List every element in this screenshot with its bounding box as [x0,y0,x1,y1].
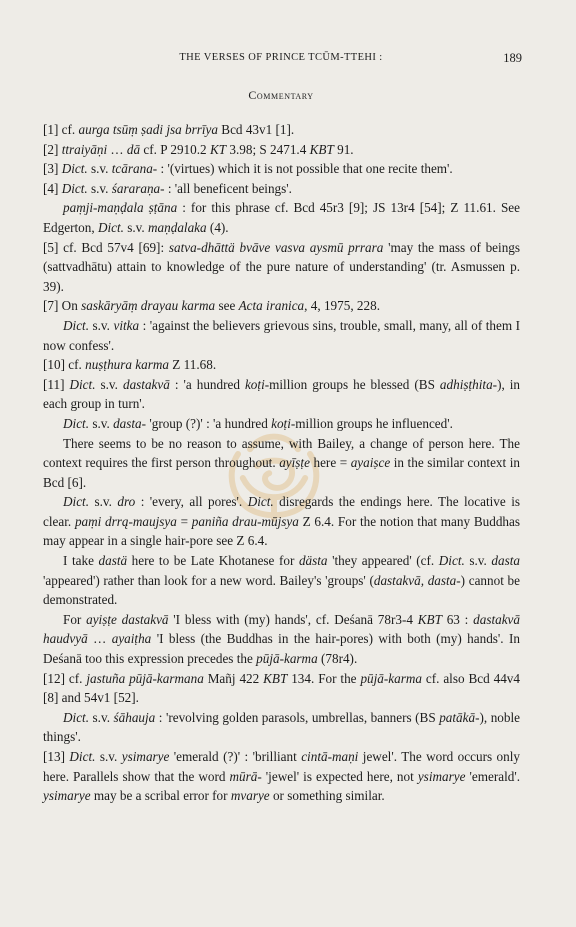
note-text: 'jewel' is expected here, not [261,768,418,784]
commentary-note [43,669,520,708]
note-italic-term: aurga tsūṃ ṣadi jsa brrīya [78,122,218,137]
note-italic-term: dastakvā, dasta- [373,572,461,588]
commentary-note [43,355,520,375]
note-italic-term: nuṣṭhura karma [85,357,169,373]
note-italic-term: tcārana- [111,161,158,177]
note-italic-term: Dict. [69,376,96,392]
note-text: in the similar context in Bcd [6]. [43,455,520,490]
note-text: 'they appeared' (cf. [327,553,439,569]
note-italic-term: Dict. [63,317,90,333]
note-italic-term: paṃi drrą-maujsya [74,513,177,529]
note-italic-term: KBT [417,611,442,627]
note-text: s.v. [123,219,149,235]
note-text: [11] [43,376,70,392]
note-text: jewel'. The word occurs only here. Parallels show that the word [43,749,520,784]
note-italic-term: ayiṣṭe dastakvā [86,611,169,627]
note-italic-term: satva-dhāttä bvāve vasva aysmū prrara [168,239,384,255]
note-italic-term: pūjā-karma [360,670,422,686]
note-italic-term: dastakvā [122,376,170,392]
note-italic-term: pūjā-karma [256,651,318,667]
note-text: ) cannot be demonstrated. [43,572,520,608]
commentary-notes [43,120,520,806]
note-text: here to be Late Khotanese for [127,553,299,569]
note-italic-term: dästa [298,553,328,569]
note-text: here = [309,455,351,471]
note-text: : 'a hundred [169,376,245,392]
commentary-note [43,414,520,434]
note-italic-term: ayīṣṭe [279,455,310,471]
note-italic-term: cintā-maṇi [301,749,359,764]
note-italic-term: KBT [263,670,288,686]
note-italic-term: Dict. [97,219,124,235]
commentary-note [43,434,520,493]
note-text: s.v. [89,415,114,431]
note-italic-term: paniña drau-mūjsya [191,513,299,529]
note-text: may be a scribal error for [90,788,231,804]
note-text: 'emerald'. [465,768,520,784]
note-italic-term: mūrā- [229,768,262,784]
note-text: s.v. [89,709,114,725]
note-text: 'may the mass of beings (sattvadhātu) attain to knowledge of the pure nature of understanding' (tr. Asmussen p. 39). [43,239,521,294]
commentary-note [43,159,520,179]
note-text: s.v. [89,317,114,333]
commentary-note [43,316,520,355]
note-italic-term: KBT [309,141,334,157]
note-text: -million groups he influenced'. [290,415,453,431]
page-number: 189 [503,51,522,65]
note-italic-term: dro [117,494,136,510]
note-text: or something similar. [269,788,385,804]
note-italic-term: śararaṇa- [111,180,165,196]
note-text: Z 6.4. For the notion that many Buddhas may appear in a single hair-pore see Z 6.4. [43,513,520,549]
commentary-note [43,120,520,140]
note-italic-term: ysimarye [417,768,466,784]
note-text: : '(virtues) which it is not possible that one recite them'. [157,161,453,177]
note-italic-term: dā [126,141,141,157]
note-text: : for this phrase cf. Bcd 45r3 [9]; JS 13r4 [54]; Z 11.61. See Edgerton, [43,200,520,235]
note-text: For [63,611,87,627]
commentary-note [43,238,520,297]
note-text: There seems to be no reason to assume, with Bailey, a change of person here. The context requires the first person throughout. [43,435,520,471]
note-italic-term: ysimarye [121,749,170,764]
note-text: 134. For the [287,670,361,686]
commentary-note [43,492,520,551]
note-text: [3] [43,161,62,177]
note-text: [2] [43,141,62,157]
note-text: 'appeared') rather than look for a new word. Bailey's 'groups' ( [43,572,374,588]
commentary-note [43,610,520,669]
note-text: 3.98; S 2471.4 [226,141,310,157]
note-text: : 'revolving golden parasols, umbrellas, banners (BS [155,709,440,725]
note-italic-term: ttraiyāṇi [61,141,108,157]
note-italic-term: patākā- [439,709,480,725]
commentary-note [43,296,520,316]
note-italic-term: mvarye [230,788,270,804]
note-text: : 'all beneficent beings'. [164,180,292,196]
note-text: s.v. [95,749,122,764]
note-text: (4). [206,219,229,235]
note-italic-term: ysimarye [43,788,91,804]
note-italic-term: jastuña pūjā-karmana [86,670,204,686]
note-text: s.v. [87,180,112,196]
commentary-note [43,708,520,747]
note-text: … [107,141,127,157]
note-italic-term: Dict. [63,709,90,725]
note-text: = [176,513,192,529]
note-text: [5] cf. Bcd 57v4 [69]: [43,239,169,255]
note-text: cf. P 2910.2 [140,141,210,157]
note-text: Z 11.68. [169,357,217,373]
commentary-note [43,551,520,610]
note-text: [1] cf. [43,122,79,137]
note-text: : 'every, all pores'. [135,494,248,510]
note-italic-term: Dict. [63,415,90,431]
note-text: , 4, 1975, 228. [304,298,380,314]
note-text: s.v. [95,376,123,392]
note-text: (78r4). [317,651,358,667]
note-italic-term: Dict. [438,553,465,569]
note-italic-term: Dict. [247,494,274,510]
note-italic-term: ayaiṭha [111,631,152,647]
commentary-note [43,140,520,160]
note-italic-term: Dict. [69,749,96,764]
note-text: -million groups he blessed (BS [264,376,440,392]
note-text: … [87,631,112,647]
note-italic-term: Dict. [61,180,88,196]
note-text: [13] [43,749,70,764]
note-text: 'group (?)' : 'a hundred [146,415,272,431]
note-text: 'I bless with (my) hands', cf. Deśanā 78r3-4 [168,611,418,627]
note-text: Bcd 43v1 [1]. [217,122,295,137]
note-text: Mañj 422 [203,670,264,686]
note-italic-term: vitka [113,317,140,333]
note-text: 'emerald (?)' : 'brilliant [169,749,302,764]
note-text: ), noble things'. [43,709,520,745]
note-italic-term: maṇḍalaka [148,219,207,235]
note-italic-term: koṭi [271,415,291,431]
note-italic-term: śāhauja [113,709,156,725]
note-text: [12] cf. [43,670,87,686]
running-head [40,52,522,70]
note-italic-term: dastakvā haudvyā [43,611,521,647]
note-italic-term: ayaiṣce [350,455,391,471]
note-text: [4] [43,180,62,196]
note-italic-term: saskāryāṃ drayau karma [81,298,216,314]
note-text: [7] On [43,298,82,314]
note-text: ), in each group in turn'. [43,376,521,412]
commentary-note [43,198,520,237]
note-text: disregards the endings here. The locative is clear. [43,494,520,529]
note-text: [10] cf. [43,357,86,373]
note-text: 'I bless (the Buddhas in the hair-pores) with both (my) hands'. In Deśanā too this expression precedes the [43,631,520,667]
note-italic-term: KT [209,141,227,157]
commentary-note [43,179,520,199]
note-text: : 'against the believers grievous sins, trouble, small, many, all of them I now confess'. [43,317,520,353]
commentary-note [43,747,520,806]
note-italic-term: dasta- [113,415,147,431]
note-italic-term: Acta iranica [238,298,305,314]
note-text: s.v. [89,494,118,510]
note-text: see [215,298,239,314]
note-text: I take [63,553,99,569]
note-text: s.v. [464,553,492,569]
note-italic-term: Dict. [63,494,90,510]
commentary-note [43,375,520,414]
running-head-title: THE VERSES OF PRINCE TCŪM-TTEHI : [179,52,383,63]
note-italic-term: koṭi [244,376,265,392]
note-text: cf. also Bcd 44v4 [8] and 54v1 [52]. [43,670,520,706]
note-italic-term: dastä [98,553,128,569]
note-text: 63 : [441,611,474,627]
note-text: 91. [333,141,354,157]
note-italic-term: adhiṣṭhita- [439,376,498,392]
note-italic-term: paṃji-maṇḍala ṣṭāna [63,200,178,216]
note-italic-term: Dict. [61,161,88,177]
note-text: s.v. [87,161,112,177]
note-italic-term: dasta [491,553,520,569]
section-heading: Commentary [248,88,314,102]
